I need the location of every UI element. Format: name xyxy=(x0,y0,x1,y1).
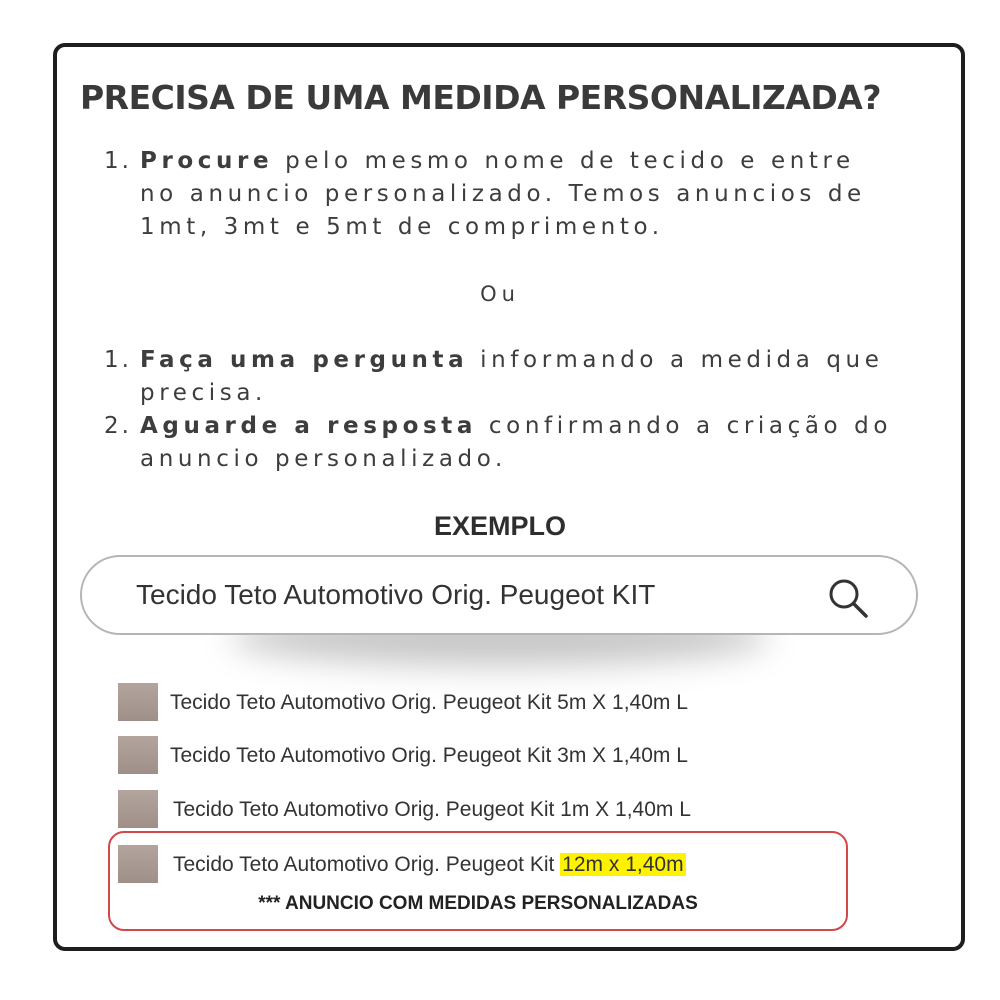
steps-list-second xyxy=(104,344,904,476)
example-title: EXEMPLO xyxy=(433,511,567,541)
step-number: 1. xyxy=(104,347,132,373)
step-item xyxy=(104,344,904,410)
search-result-label: Tecido Teto Automotivo Orig. Peugeot Kit 3m X 1,40m L xyxy=(170,744,688,767)
search-input-value: Tecido Teto Automotivo Orig. Peugeot KIT xyxy=(136,579,656,610)
step-bold-text: Procure xyxy=(140,148,274,174)
custom-listing-note: *** ANUNCIO COM MEDIDAS PERSONALIZADAS xyxy=(258,893,698,914)
fabric-swatch xyxy=(118,845,158,883)
search-result-item[interactable] xyxy=(118,736,838,776)
search-result-item-custom[interactable] xyxy=(118,845,838,885)
step-number: 1. xyxy=(104,148,132,174)
step-item xyxy=(104,410,904,476)
search-result-label-custom xyxy=(173,853,686,877)
fabric-swatch xyxy=(118,790,158,828)
fabric-swatch xyxy=(118,683,158,721)
search-result-label: Tecido Teto Automotivo Orig. Peugeot Kit 1m X 1,40m L xyxy=(173,798,691,821)
step-text: pelo mesmo nome de tecido e entre no anuncio personalizado. Temos anuncios de 1mt, 3mt e 5mt de comprimento. xyxy=(140,148,866,240)
page-heading: PRECISA DE UMA MEDIDA PERSONALIZADA? xyxy=(80,78,881,117)
search-icon[interactable] xyxy=(827,577,869,619)
step-number: 2. xyxy=(104,413,132,439)
step-bold-text: Aguarde a resposta xyxy=(140,413,478,439)
search-result-label-prefix: Tecido Teto Automotivo Orig. Peugeot Kit xyxy=(173,853,561,876)
steps-list-first xyxy=(104,145,904,244)
step-text: confirmando a criação do anuncio personalizado. xyxy=(140,413,893,472)
custom-size-highlight: 12m x 1,40m xyxy=(562,853,684,876)
step-text: informando a medida que precisa. xyxy=(140,347,884,406)
search-result-label: Tecido Teto Automotivo Orig. Peugeot Kit 5m X 1,40m L xyxy=(170,691,688,714)
search-input[interactable] xyxy=(80,555,918,635)
step-item xyxy=(104,145,904,244)
or-separator: Ou xyxy=(480,282,520,306)
search-result-item[interactable] xyxy=(118,790,838,830)
fabric-swatch xyxy=(118,736,158,774)
search-result-item[interactable] xyxy=(118,683,838,723)
step-bold-text: Faça uma pergunta xyxy=(140,347,469,373)
